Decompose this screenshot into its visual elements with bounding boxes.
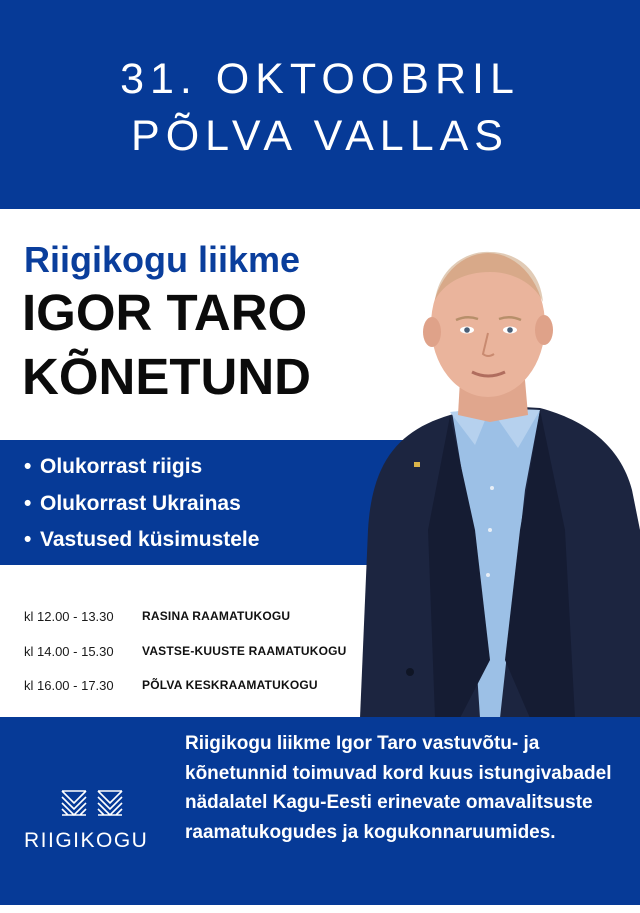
schedule-place: RASINA RAAMATUKOGU (142, 609, 291, 623)
bullet: • (24, 528, 32, 551)
topic-item (24, 453, 202, 481)
topic-label: Olukorrast riigis (40, 455, 203, 478)
footer-description: Riigikogu liikme Igor Taro vastuvõtu- ja kõnetunnid toimuvad kord kuus istungivabadel nädalatel Kagu-Eesti erinevate omavalitsuste raamatukogudes ja kogukonnaruumides. (185, 733, 612, 843)
bullet: • (24, 455, 32, 478)
riigikogu-logo-icon (60, 787, 126, 819)
header-band (0, 0, 640, 209)
topic-item (24, 526, 259, 554)
date-line-1: 31. OKTOOBRIL (120, 55, 520, 103)
headline-title: KÕNETUND (22, 348, 311, 405)
portrait-photo (340, 230, 640, 718)
subtitle: Riigikogu liikme (24, 239, 301, 280)
bullet: • (24, 492, 32, 515)
schedule-time: kl 16.00 - 17.30 (24, 678, 114, 693)
headline-name: IGOR TARO (22, 284, 308, 341)
schedule-place: VASTSE-KUUSTE RAAMATUKOGU (142, 644, 347, 658)
logo-text: RIIGIKOGU (24, 829, 149, 852)
schedule-place: PÕLVA KESKRAAMATUKOGU (142, 678, 318, 692)
schedule-time: kl 12.00 - 13.30 (24, 609, 114, 624)
topic-item (24, 490, 241, 518)
topic-label: Vastused küsimustele (40, 528, 260, 551)
schedule-time: kl 14.00 - 15.30 (24, 644, 114, 659)
topic-label: Olukorrast Ukrainas (40, 492, 241, 515)
date-line-2: PÕLVA VALLAS (131, 112, 509, 160)
